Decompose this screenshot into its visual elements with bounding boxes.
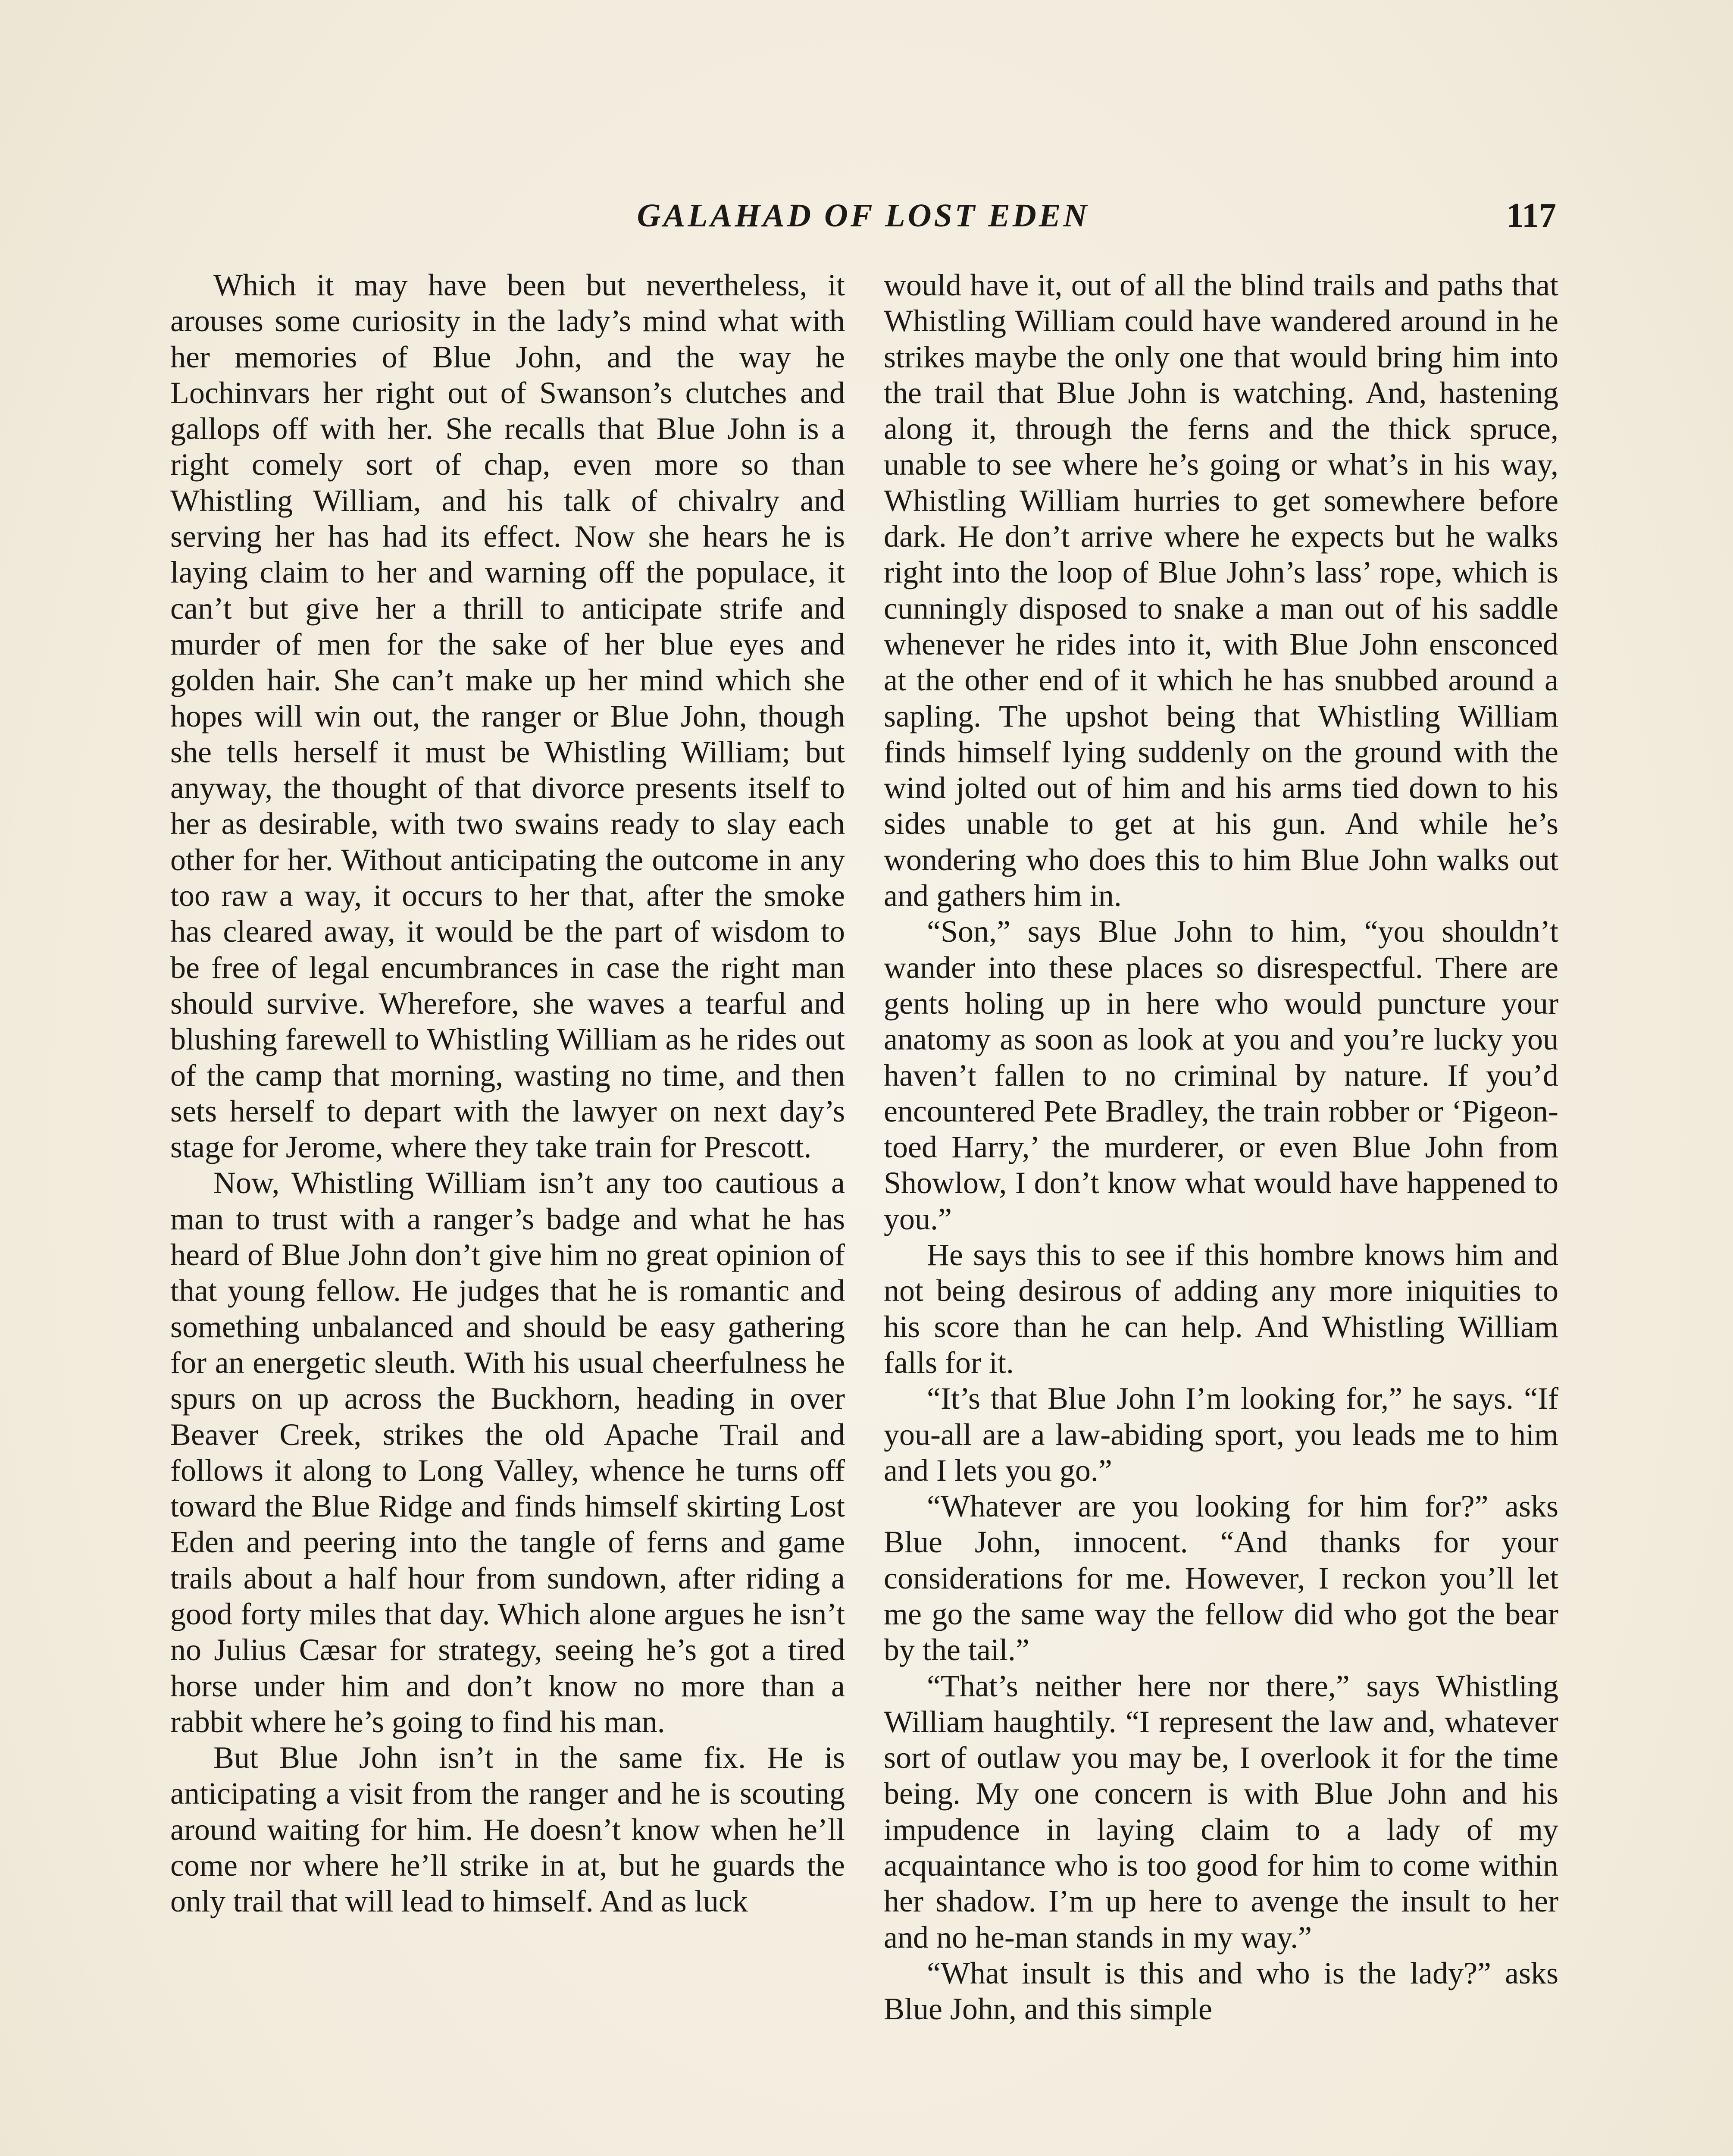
paragraph: “What insult is this and who is the lady?” asks Blue John, and this simple	[884, 1955, 1558, 2027]
paragraph: “Son,” says Blue John to him, “you shouldn’t wander into these places so disrespectful. There are gents holing up in here who would puncture your anatomy as soon as look at you and you’re lucky you haven’t fallen to no criminal by nature. If you’d encountered Pete Bradley, the train robber or ‘Pigeon-toed Harry,’ the murderer, or even Blue John from Showlow, I don’t know what would have happened to you.”	[884, 914, 1558, 1236]
running-head	[170, 185, 1556, 246]
paragraph: He says this to see if this hombre knows him and not being desirous of adding any more iniquities to his score than he can help. And Whistling William falls for it.	[884, 1238, 1558, 1380]
paragraph: But Blue John isn’t in the same fix. He is anticipating a visit from the ranger and he is scouting around waiting for him. He doesn’t know when he’ll come nor where he’ll strike in at, but he guards the only trail that will lead to himself. And as luck	[170, 1740, 845, 1919]
running-title: GALAHAD OF LOST EDEN	[637, 197, 1090, 234]
left-column	[170, 267, 845, 2156]
paragraph: “Whatever are you looking for him for?” asks Blue John, innocent. “And thanks for your considerations for me. However, I reckon you’ll let me go the same way the fellow did who got the bear by the tail.”	[884, 1489, 1558, 1667]
paragraph: “That’s neither here nor there,” says Whistling William haughtily. “I represent the law and, whatever sort of outlaw you may be, I overlook it for the time being. My one concern is with Blue John and his impudence in laying claim to a lady of my acquaintance who is too good for him to come within her shadow. I’m up here to avenge the insult to her and no he-man stands in my way.”	[884, 1668, 1558, 1955]
paragraph: “It’s that Blue John I’m looking for,” he says. “If you-all are a law-abiding sport, you leads me to him and I lets you go.”	[884, 1381, 1558, 1488]
page-number: 117	[1506, 197, 1556, 235]
paragraph-continuation: would have it, out of all the blind trails and paths that Whistling William could have wandered around in he strikes maybe the only one that would bring him into the trail that Blue John is watching. And, hastening along it, through the ferns and the thick spruce, unable to see where he’s going or what’s in his way, Whistling William hurries to get somewhere before dark. He don’t arrive where he expects but he walks right into the loop of Blue John’s lass’ rope, which is cunningly disposed to snake a man out of his saddle whenever he rides into it, with Blue John ensconced at the other end of it which he has snubbed around a sapling. The upshot being that Whistling William finds himself lying suddenly on the ground with the wind jolted out of him and his arms tied down to his sides unable to get at his gun. And while he’s wondering who does this to him Blue John walks out and gathers him in.	[884, 268, 1558, 913]
right-column	[884, 267, 1558, 2156]
paragraph: Now, Whistling William isn’t any too cautious a man to trust with a ranger’s badge and what he has heard of Blue John don’t give him no great opinion of that young fellow. He judges that he is romantic and something unbalanced and should be easy gathering for an energetic sleuth. With his usual cheerfulness he spurs on up across the Buckhorn, heading in over Beaver Creek, strikes the old Apache Trail and follows it along to Long Valley, whence he turns off toward the Blue Ridge and finds himself skirting Lost Eden and peering into the tangle of ferns and game trails about a half hour from sundown, after riding a good forty miles that day. Which alone argues he isn’t no Julius Cæsar for strategy, seeing he’s got a tired horse under him and don’t know no more than a rabbit where he’s going to find his man.	[170, 1166, 845, 1739]
paragraph: Which it may have been but nevertheless, it arouses some curiosity in the lady’s mind what with her memories of Blue John, and the way he Lochinvars her right out of Swanson’s clutches and gallops off with her. She recalls that Blue John is a right comely sort of chap, even more so than Whistling William, and his talk of chivalry and serving her has had its effect. Now she hears he is laying claim to her and warning off the populace, it can’t but give her a thrill to anticipate strife and murder of men for the sake of her blue eyes and golden hair. She can’t make up her mind which she hopes will win out, the ranger or Blue John, though she tells herself it must be Whistling William; but anyway, the thought of that divorce presents itself to her as desirable, with two swains ready to slay each other for her. Without anticipating the outcome in any too raw a way, it occurs to her that, after the smoke has cleared away, it would be the part of wisdom to be free of legal encumbrances in case the right man should survive. Wherefore, she waves a tearful and blushing farewell to Whistling William as he rides out of the camp that morning, wasting no time, and then sets herself to depart with the lawyer on next day’s stage for Jerome, where they take train for Prescott.	[170, 268, 845, 1165]
